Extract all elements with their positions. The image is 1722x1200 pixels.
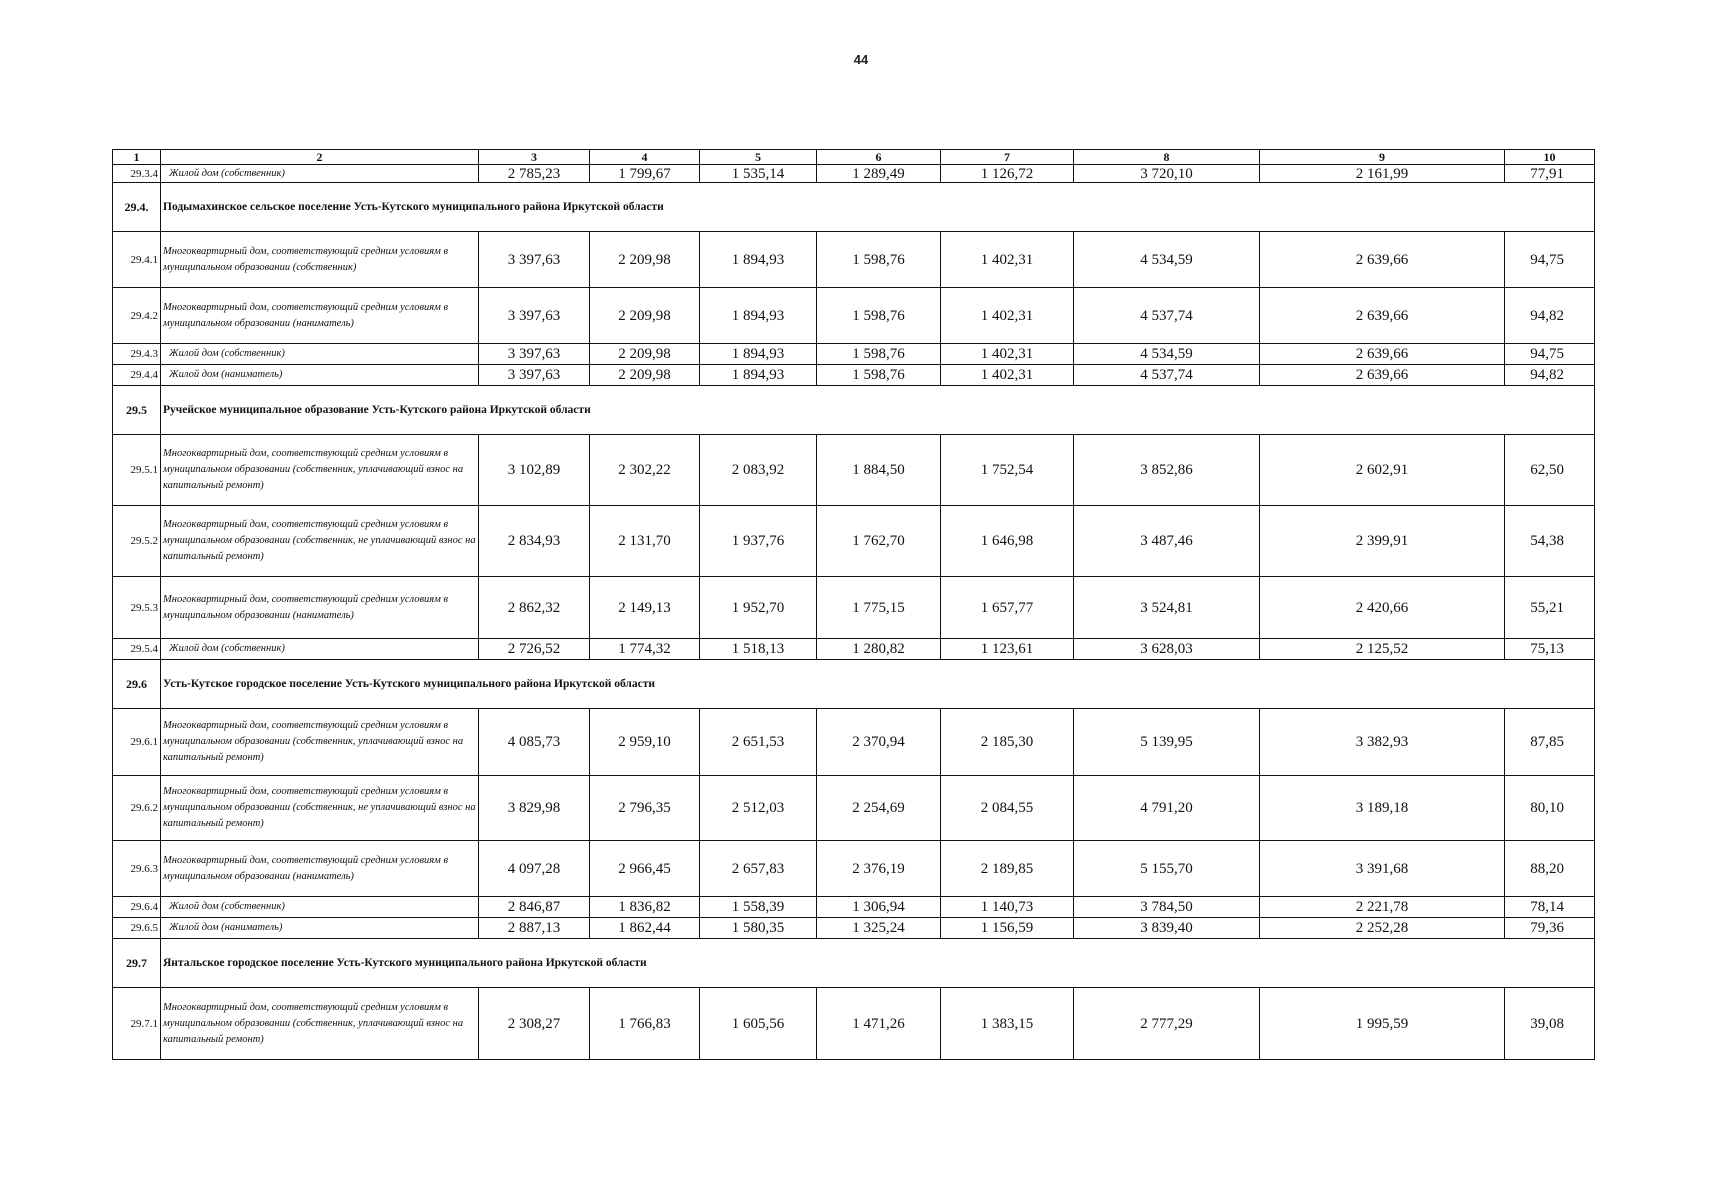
- row-description: Многоквартирный дом, соответствующий средним условиям в муниципальном образовании (наниматель): [161, 577, 479, 639]
- table-row: [113, 988, 1595, 1060]
- section-title: Усть-Кутское городское поселение Усть-Кутского муниципального района Иркутской области: [161, 660, 1595, 709]
- value-cell: 2 370,94: [817, 709, 941, 776]
- value-cell: 1 799,67: [590, 165, 700, 183]
- value-cell: 1 766,83: [590, 988, 700, 1060]
- value-cell: 2 252,28: [1260, 918, 1505, 939]
- section-code: 29.6: [113, 660, 161, 709]
- value-cell: 2 639,66: [1260, 288, 1505, 344]
- value-cell: 62,50: [1505, 435, 1595, 506]
- value-cell: 3 829,98: [479, 776, 590, 841]
- row-description: Многоквартирный дом, соответствующий средним условиям в муниципальном образовании (собственник, уплачивающий взнос на капитальный ремонт): [161, 435, 479, 506]
- value-cell: 2 125,52: [1260, 639, 1505, 660]
- value-cell: 2 785,23: [479, 165, 590, 183]
- value-cell: 1 123,61: [941, 639, 1074, 660]
- row-description: Жилой дом (собственник): [161, 639, 479, 660]
- value-cell: 1 937,76: [700, 506, 817, 577]
- row-code: 29.6.3: [113, 841, 161, 897]
- value-cell: 2 887,13: [479, 918, 590, 939]
- table-row: [113, 577, 1595, 639]
- value-cell: 88,20: [1505, 841, 1595, 897]
- value-cell: 1 126,72: [941, 165, 1074, 183]
- value-cell: 1 402,31: [941, 344, 1074, 365]
- table-row: [113, 506, 1595, 577]
- value-cell: 4 791,20: [1074, 776, 1260, 841]
- value-cell: 3 397,63: [479, 344, 590, 365]
- value-cell: 3 487,46: [1074, 506, 1260, 577]
- value-cell: 1 752,54: [941, 435, 1074, 506]
- value-cell: 2 657,83: [700, 841, 817, 897]
- value-cell: 4 097,28: [479, 841, 590, 897]
- row-code: 29.4.1: [113, 232, 161, 288]
- value-cell: 1 605,56: [700, 988, 817, 1060]
- value-cell: 1 402,31: [941, 288, 1074, 344]
- table-row: [113, 344, 1595, 365]
- value-cell: 4 085,73: [479, 709, 590, 776]
- value-cell: 3 524,81: [1074, 577, 1260, 639]
- section-row: [113, 386, 1595, 435]
- value-cell: 1 325,24: [817, 918, 941, 939]
- column-header: 7: [941, 150, 1074, 165]
- value-cell: 2 209,98: [590, 365, 700, 386]
- value-cell: 1 558,39: [700, 897, 817, 918]
- column-header: 3: [479, 150, 590, 165]
- row-code: 29.5.2: [113, 506, 161, 577]
- value-cell: 87,85: [1505, 709, 1595, 776]
- value-cell: 1 762,70: [817, 506, 941, 577]
- value-cell: 3 391,68: [1260, 841, 1505, 897]
- row-description: Жилой дом (собственник): [161, 344, 479, 365]
- table-row: [113, 365, 1595, 386]
- value-cell: 78,14: [1505, 897, 1595, 918]
- row-code: 29.4.3: [113, 344, 161, 365]
- row-code: 29.5.3: [113, 577, 161, 639]
- value-cell: 75,13: [1505, 639, 1595, 660]
- value-cell: 2 308,27: [479, 988, 590, 1060]
- value-cell: 94,82: [1505, 288, 1595, 344]
- table-row: [113, 841, 1595, 897]
- row-description: Многоквартирный дом, соответствующий средним условиям в муниципальном образовании (наниматель): [161, 841, 479, 897]
- value-cell: 1 598,76: [817, 288, 941, 344]
- value-cell: 1 657,77: [941, 577, 1074, 639]
- row-description: Жилой дом (наниматель): [161, 365, 479, 386]
- value-cell: 2 131,70: [590, 506, 700, 577]
- value-cell: 2 862,32: [479, 577, 590, 639]
- value-cell: 2 254,69: [817, 776, 941, 841]
- section-row: [113, 183, 1595, 232]
- value-cell: 1 598,76: [817, 365, 941, 386]
- value-cell: 1 952,70: [700, 577, 817, 639]
- value-cell: 54,38: [1505, 506, 1595, 577]
- value-cell: 1 156,59: [941, 918, 1074, 939]
- table-row: [113, 232, 1595, 288]
- row-code: 29.4.2: [113, 288, 161, 344]
- value-cell: 2 209,98: [590, 288, 700, 344]
- column-header: 5: [700, 150, 817, 165]
- section-code: 29.4.: [113, 183, 161, 232]
- column-header: 4: [590, 150, 700, 165]
- row-code: 29.7.1: [113, 988, 161, 1060]
- value-cell: 3 397,63: [479, 365, 590, 386]
- table-row: [113, 709, 1595, 776]
- row-code: 29.6.2: [113, 776, 161, 841]
- value-cell: 2 376,19: [817, 841, 941, 897]
- value-cell: 1 884,50: [817, 435, 941, 506]
- value-cell: 2 512,03: [700, 776, 817, 841]
- section-title: Подымахинское сельское поселение Усть-Кутского муниципального района Иркутской области: [161, 183, 1595, 232]
- table-row: [113, 918, 1595, 939]
- value-cell: 94,75: [1505, 232, 1595, 288]
- column-header: 1: [113, 150, 161, 165]
- row-description: Жилой дом (собственник): [161, 897, 479, 918]
- value-cell: 3 382,93: [1260, 709, 1505, 776]
- value-cell: 1 402,31: [941, 232, 1074, 288]
- table-row: [113, 776, 1595, 841]
- section-row: [113, 660, 1595, 709]
- value-cell: 5 139,95: [1074, 709, 1260, 776]
- section-row: [113, 939, 1595, 988]
- value-cell: 3 839,40: [1074, 918, 1260, 939]
- value-cell: 94,75: [1505, 344, 1595, 365]
- value-cell: 2 966,45: [590, 841, 700, 897]
- value-cell: 1 280,82: [817, 639, 941, 660]
- value-cell: 2 149,13: [590, 577, 700, 639]
- value-cell: 39,08: [1505, 988, 1595, 1060]
- value-cell: 1 306,94: [817, 897, 941, 918]
- header-row: [113, 150, 1595, 165]
- value-cell: 2 084,55: [941, 776, 1074, 841]
- value-cell: 3 102,89: [479, 435, 590, 506]
- row-code: 29.5.4: [113, 639, 161, 660]
- value-cell: 2 639,66: [1260, 344, 1505, 365]
- value-cell: 2 639,66: [1260, 232, 1505, 288]
- value-cell: 1 894,93: [700, 344, 817, 365]
- value-cell: 2 209,98: [590, 232, 700, 288]
- value-cell: 4 534,59: [1074, 232, 1260, 288]
- column-header: 2: [161, 150, 479, 165]
- value-cell: 2 209,98: [590, 344, 700, 365]
- row-description: Многоквартирный дом, соответствующий средним условиям в муниципальном образовании (собственник): [161, 232, 479, 288]
- value-cell: 1 471,26: [817, 988, 941, 1060]
- value-cell: 2 651,53: [700, 709, 817, 776]
- value-cell: 3 397,63: [479, 288, 590, 344]
- value-cell: 4 537,74: [1074, 365, 1260, 386]
- section-title: Ручейское муниципальное образование Усть-Кутского района Иркутской области: [161, 386, 1595, 435]
- value-cell: 1 646,98: [941, 506, 1074, 577]
- value-cell: 77,91: [1505, 165, 1595, 183]
- value-cell: 1 289,49: [817, 165, 941, 183]
- value-cell: 1 383,15: [941, 988, 1074, 1060]
- value-cell: 2 189,85: [941, 841, 1074, 897]
- value-cell: 1 862,44: [590, 918, 700, 939]
- row-description: Жилой дом (наниматель): [161, 918, 479, 939]
- value-cell: 1 775,15: [817, 577, 941, 639]
- value-cell: 2 602,91: [1260, 435, 1505, 506]
- section-code: 29.5: [113, 386, 161, 435]
- table-row: [113, 288, 1595, 344]
- row-description: Жилой дом (собственник): [161, 165, 479, 183]
- page-number: 44: [853, 52, 869, 67]
- value-cell: 1 140,73: [941, 897, 1074, 918]
- table-row: [113, 897, 1595, 918]
- row-code: 29.6.5: [113, 918, 161, 939]
- value-cell: 2 302,22: [590, 435, 700, 506]
- value-cell: 2 083,92: [700, 435, 817, 506]
- row-description: Многоквартирный дом, соответствующий средним условиям в муниципальном образовании (собственник, уплачивающий взнос на капитальный ремонт): [161, 988, 479, 1060]
- value-cell: 2 796,35: [590, 776, 700, 841]
- value-cell: 79,36: [1505, 918, 1595, 939]
- row-code: 29.6.1: [113, 709, 161, 776]
- value-cell: 1 894,93: [700, 232, 817, 288]
- row-code: 29.6.4: [113, 897, 161, 918]
- value-cell: 3 784,50: [1074, 897, 1260, 918]
- value-cell: 2 777,29: [1074, 988, 1260, 1060]
- value-cell: 2 959,10: [590, 709, 700, 776]
- value-cell: 1 836,82: [590, 897, 700, 918]
- row-description: Многоквартирный дом, соответствующий средним условиям в муниципальном образовании (собственник, не уплачивающий взнос на капитальный ремонт): [161, 776, 479, 841]
- value-cell: 3 720,10: [1074, 165, 1260, 183]
- value-cell: 3 397,63: [479, 232, 590, 288]
- row-description: Многоквартирный дом, соответствующий средним условиям в муниципальном образовании (наниматель): [161, 288, 479, 344]
- value-cell: 3 628,03: [1074, 639, 1260, 660]
- column-header: 8: [1074, 150, 1260, 165]
- tariff-table-container: [112, 149, 1594, 1060]
- row-code: 29.5.1: [113, 435, 161, 506]
- value-cell: 2 846,87: [479, 897, 590, 918]
- value-cell: 4 534,59: [1074, 344, 1260, 365]
- value-cell: 2 221,78: [1260, 897, 1505, 918]
- value-cell: 2 161,99: [1260, 165, 1505, 183]
- value-cell: 4 537,74: [1074, 288, 1260, 344]
- row-code: 29.3.4: [113, 165, 161, 183]
- value-cell: 1 774,32: [590, 639, 700, 660]
- value-cell: 94,82: [1505, 365, 1595, 386]
- value-cell: 2 185,30: [941, 709, 1074, 776]
- section-code: 29.7: [113, 939, 161, 988]
- table-body: [113, 150, 1595, 1060]
- value-cell: 1 598,76: [817, 232, 941, 288]
- value-cell: 1 894,93: [700, 365, 817, 386]
- row-description: Многоквартирный дом, соответствующий средним условиям в муниципальном образовании (собственник, не уплачивающий взнос на капитальный ремонт): [161, 506, 479, 577]
- tariff-table: [112, 149, 1595, 1060]
- value-cell: 2 399,91: [1260, 506, 1505, 577]
- value-cell: 1 535,14: [700, 165, 817, 183]
- value-cell: 2 834,93: [479, 506, 590, 577]
- value-cell: 55,21: [1505, 577, 1595, 639]
- value-cell: 1 580,35: [700, 918, 817, 939]
- value-cell: 1 995,59: [1260, 988, 1505, 1060]
- column-header: 10: [1505, 150, 1595, 165]
- value-cell: 2 420,66: [1260, 577, 1505, 639]
- value-cell: 1 894,93: [700, 288, 817, 344]
- table-row: [113, 435, 1595, 506]
- row-code: 29.4.4: [113, 365, 161, 386]
- value-cell: 2 726,52: [479, 639, 590, 660]
- value-cell: 1 598,76: [817, 344, 941, 365]
- value-cell: 2 639,66: [1260, 365, 1505, 386]
- table-row: [113, 165, 1595, 183]
- value-cell: 3 189,18: [1260, 776, 1505, 841]
- value-cell: 3 852,86: [1074, 435, 1260, 506]
- section-title: Янтальское городское поселение Усть-Кутского муниципального района Иркутской области: [161, 939, 1595, 988]
- value-cell: 1 402,31: [941, 365, 1074, 386]
- column-header: 9: [1260, 150, 1505, 165]
- value-cell: 1 518,13: [700, 639, 817, 660]
- table-row: [113, 639, 1595, 660]
- value-cell: 5 155,70: [1074, 841, 1260, 897]
- value-cell: 80,10: [1505, 776, 1595, 841]
- row-description: Многоквартирный дом, соответствующий средним условиям в муниципальном образовании (собственник, уплачивающий взнос на капитальный ремонт): [161, 709, 479, 776]
- column-header: 6: [817, 150, 941, 165]
